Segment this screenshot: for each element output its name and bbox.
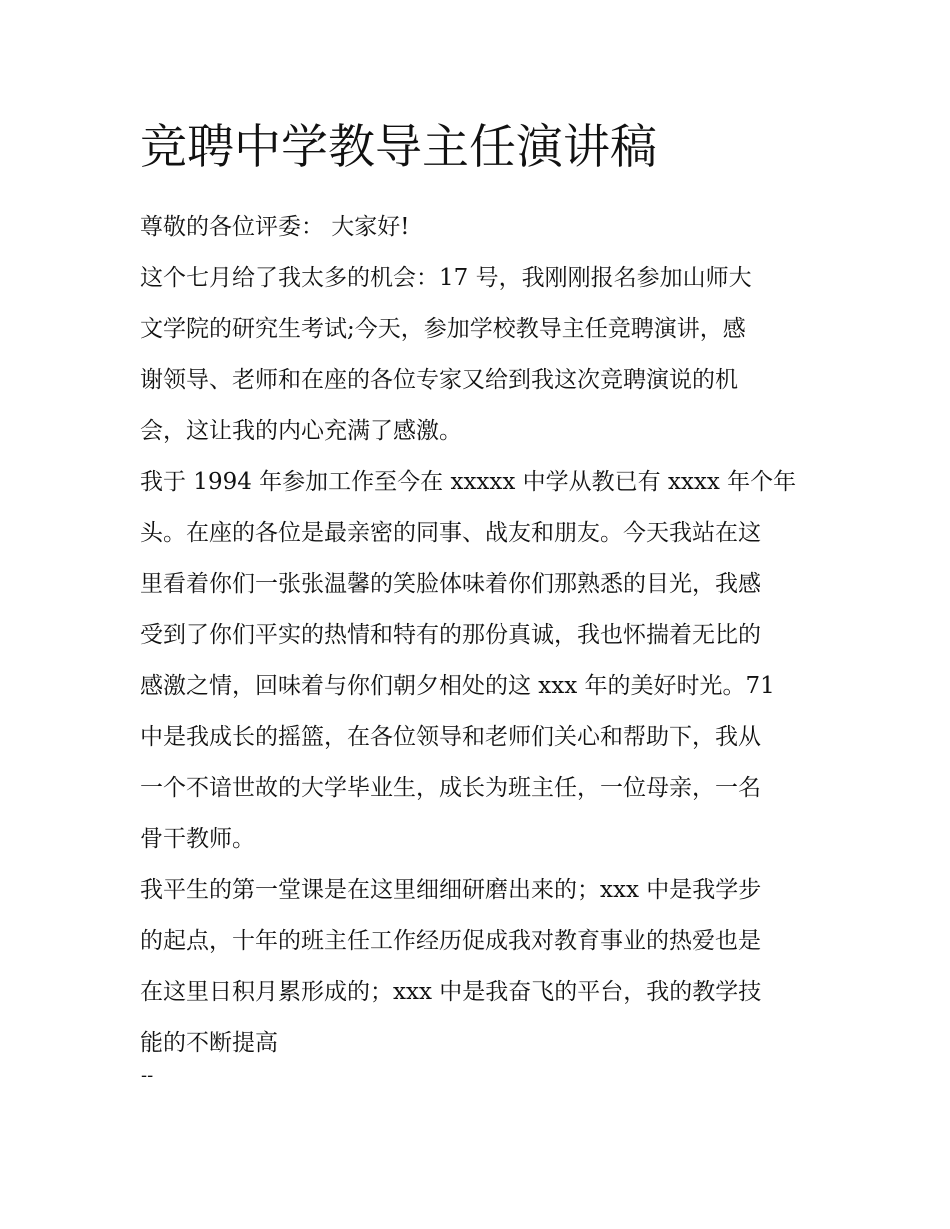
body-line: 受到了你们平实的热情和特有的那份真诚，我也怀揣着无比的 [140, 622, 761, 648]
body-line: 感激之情，回味着与你们朝夕相处的这 xxx 年的美好时光。71 [140, 673, 775, 699]
body-line: 的起点，十年的班主任工作经历促成我对教育事业的热爱也是 [140, 928, 761, 954]
body-line: 文学院的研究生考试;今天，参加学校教导主任竞聘演讲，感 [140, 316, 746, 342]
body-line: 骨干教师。 [140, 826, 255, 852]
body-line: 我于 1994 年参加工作至今在 xxxxx 中学从教已有 xxxx 年个年 [140, 469, 797, 495]
body-line: 谢领导、老师和在座的各位专家又给到我这次竞聘演说的机 [140, 367, 738, 393]
document-title: 竞聘中学教导主任演讲稿 [140, 120, 657, 175]
document-body [140, 202, 830, 1069]
body-line: 一个不谙世故的大学毕业生，成长为班主任，一位母亲，一名 [140, 775, 761, 801]
body-line: 这个七月给了我太多的机会：17 号，我刚刚报名参加山师大 [140, 265, 752, 291]
body-line: 我平生的第一堂课是在这里细细研磨出来的；xxx 中是我学步 [140, 877, 762, 903]
body-line: 在这里日积月累形成的；xxx 中是我奋飞的平台，我的教学技 [140, 979, 762, 1005]
body-line: 里看着你们一张张温馨的笑脸体味着你们那熟悉的目光，我感 [140, 571, 761, 597]
body-line: 能的不断提高 [140, 1030, 278, 1056]
body-line: 头。在座的各位是最亲密的同事、战友和朋友。今天我站在这 [140, 520, 761, 546]
body-line: 会，这让我的内心充满了感激。 [140, 418, 462, 444]
body-line-greeting: 尊敬的各位评委： 大家好! [140, 214, 410, 240]
body-line: 中是我成长的摇篮，在各位领导和老师们关心和帮助下，我从 [140, 724, 761, 750]
page-footer-mark: -- [141, 1065, 154, 1086]
